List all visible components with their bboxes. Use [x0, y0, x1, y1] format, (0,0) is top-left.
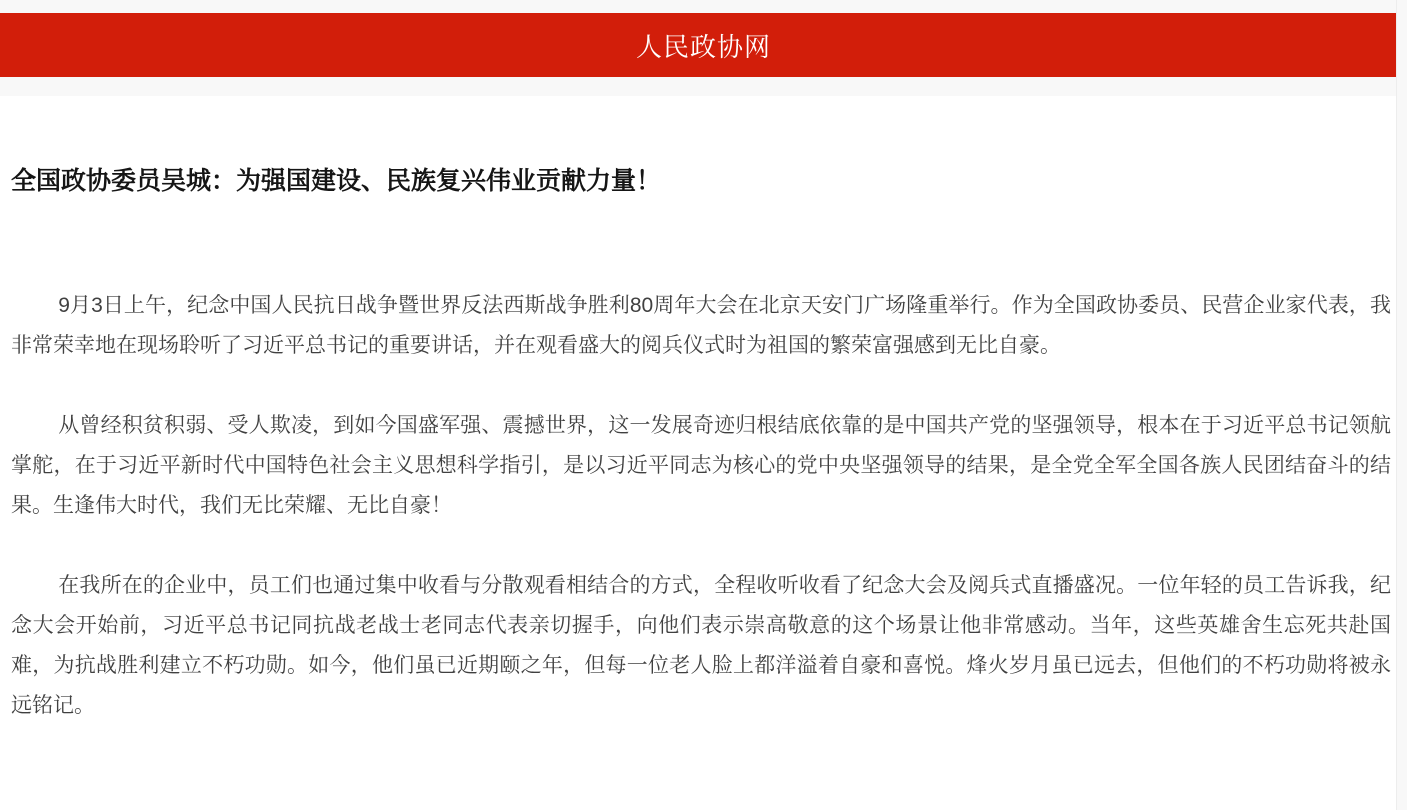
page-right-edge-strip	[1396, 0, 1407, 810]
article-body	[11, 286, 1391, 726]
article-paragraph: 从曾经积贫积弱、受人欺凌，到如今国盛军强、震撼世界，这一发展奇迹归根结底依靠的是中国共产党的坚强领导，根本在于习近平总书记领航掌舵，在于习近平新时代中国特色社会主义思想科学指引，是以习近平同志为核心的党中央坚强领导的结果，是全党全军全国各族人民团结奋斗的结果。生逢伟大时代，我们无比荣耀、无比自豪！	[11, 414, 1391, 517]
header-bottom-strip	[0, 77, 1407, 96]
top-background-strip	[0, 0, 1407, 13]
article-paragraph: 9月3日上午，纪念中国人民抗日战争暨世界反法西斯战争胜利80周年大会在北京天安门广场隆重举行。作为全国政协委员、民营企业家代表，我非常荣幸地在现场聆听了习近平总书记的重要讲话，并在观看盛大的阅兵仪式时为祖国的繁荣富强感到无比自豪。	[11, 294, 1391, 357]
site-title: 人民政协网	[635, 31, 771, 62]
article-content	[0, 166, 1407, 726]
article-paragraph: 在我所在的企业中，员工们也通过集中收看与分散观看相结合的方式，全程收听收看了纪念大会及阅兵式直播盛况。一位年轻的员工告诉我，纪念大会开始前，习近平总书记同抗战老战士老同志代表亲切握手，向他们表示崇高敬意的这个场景让他非常感动。当年，这些英雄舍生忘死共赴国难，为抗战胜利建立不朽功勋。如今，他们虽已近期颐之年，但每一位老人脸上都洋溢着自豪和喜悦。烽火岁月虽已远去，但他们的不朽功勋将被永远铭记。	[11, 574, 1391, 717]
article-title: 全国政协委员吴城：为强国建设、民族复兴伟业贡献力量！	[11, 167, 662, 195]
site-header-banner	[0, 13, 1407, 77]
